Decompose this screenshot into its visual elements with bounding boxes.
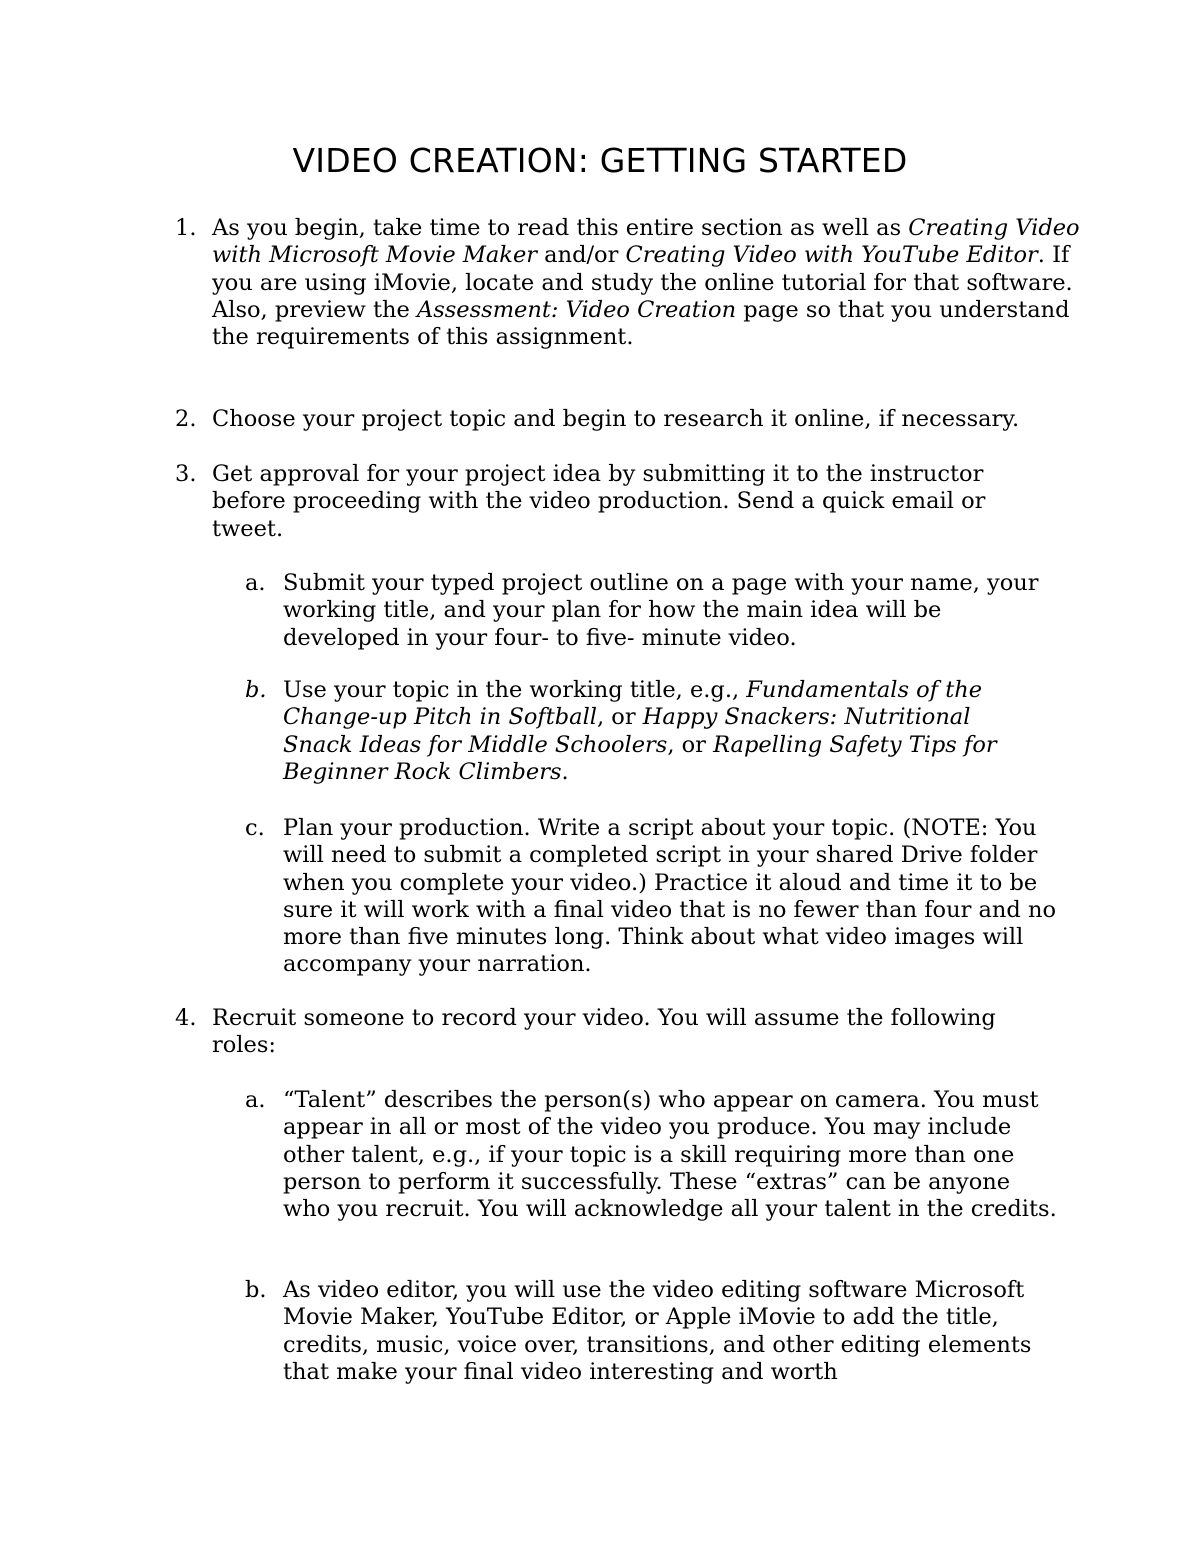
page-title: VIDEO CREATION: GETTING STARTED bbox=[292, 141, 908, 180]
text-run: page so that you understand the requirements of this assignment. bbox=[212, 296, 1070, 351]
italic-title: Creating Video with Microsoft Movie Maker bbox=[212, 215, 1080, 269]
list-item-3 bbox=[175, 461, 1042, 543]
text-run: Use your topic in the working title, e.g., bbox=[283, 677, 747, 703]
italic-title: Creating Video with YouTube Editor bbox=[625, 242, 1038, 269]
list-marker: 1. bbox=[175, 215, 197, 241]
list-item-1 bbox=[175, 215, 1092, 351]
text-run: . If you are using iMovie, locate and study the online tutorial for that software. Also, preview the bbox=[212, 242, 1073, 323]
list-item-text: Get approval for your project idea by submitting it to the instructor before proceeding with the video production. Send a quick email or tweet. bbox=[212, 461, 986, 542]
list-item-text: Plan your production. Write a script about your topic. (NOTE: You will need to submit a completed script in your shared Drive folder when you complete your video.) Practice it aloud and time it to be sure it will work with a final video that is no fewer than four and no more than five minutes long. Think about what video images will accompany your narration. bbox=[283, 815, 1056, 978]
text-run: As you begin, take time to read this entire section as well as bbox=[212, 215, 909, 241]
list-item-3c bbox=[245, 815, 1073, 979]
list-marker: a. bbox=[245, 1087, 266, 1113]
list-marker: c. bbox=[245, 815, 265, 841]
list-marker: 2. bbox=[175, 406, 197, 432]
list-item-text: Recruit someone to record your video. You will assume the following roles: bbox=[212, 1005, 996, 1059]
list-item-2 bbox=[175, 406, 1112, 433]
list-item-text bbox=[283, 677, 1043, 786]
italic-title: Fundamentals of the Change-up Pitch in Softball bbox=[283, 677, 983, 731]
list-item-4a bbox=[245, 1087, 1063, 1223]
italic-title: Happy Snackers: Nutritional Snack Ideas for Middle Schoolers bbox=[283, 704, 971, 758]
list-item-4b bbox=[245, 1277, 1073, 1386]
italic-title: Assessment: Video Creation bbox=[416, 296, 737, 323]
list-marker: 4. bbox=[175, 1005, 197, 1031]
list-marker bbox=[245, 677, 267, 704]
text-run: , or bbox=[667, 731, 714, 758]
list-item-text: Choose your project topic and begin to research it online, if necessary. bbox=[212, 406, 1020, 432]
list-item-text: “Talent” describes the person(s) who appear on camera. You must appear in all or most of the video you produce. You may include other talent, e.g., if your topic is a skill requiring more than one person to perform it successfully. These “extras” can be anyone who you recruit. You will acknowledge all your talent in the credits. bbox=[283, 1087, 1057, 1223]
list-marker: a. bbox=[245, 570, 266, 596]
list-item-text: Submit your typed project outline on a page with your name, your working title, and your plan for how the main idea will be developed in your four- to five- minute video. bbox=[283, 570, 1039, 651]
list-item-text bbox=[212, 215, 1092, 351]
text-run: . bbox=[561, 758, 569, 785]
list-marker: 3. bbox=[175, 461, 197, 487]
italic-title: Rapelling Safety Tips for Beginner Rock Climbers bbox=[283, 731, 997, 785]
list-item-3b bbox=[245, 677, 1043, 786]
list-marker-italic: b. bbox=[245, 677, 267, 703]
list-item-4 bbox=[175, 1005, 1062, 1060]
text-run: and/or bbox=[537, 242, 626, 269]
list-marker: b. bbox=[245, 1277, 267, 1303]
text-run: , or bbox=[596, 704, 643, 731]
list-item-text: As video editor, you will use the video editing software Microsoft Movie Maker, YouTube Editor, or Apple iMovie to add the title, credits, music, voice over, transitions, and other editing elements that make your final video interesting and worth bbox=[283, 1277, 1032, 1385]
list-item-3a bbox=[245, 570, 1063, 652]
